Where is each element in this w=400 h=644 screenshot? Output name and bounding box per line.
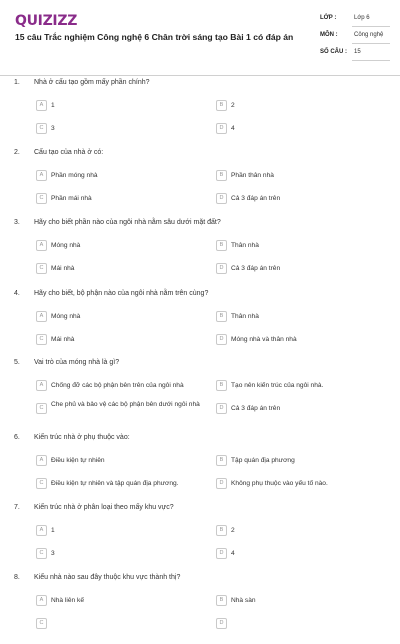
option-text: Mái nhà — [51, 265, 75, 272]
option-letter-box: C — [36, 618, 47, 629]
option-text: Điều kiện tự nhiên — [51, 457, 105, 464]
answer-option-c[interactable] — [36, 193, 211, 205]
answer-option-d[interactable] — [216, 548, 391, 560]
option-letter-box: C — [36, 263, 47, 274]
option-letter-box: A — [36, 240, 47, 251]
option-letter-box: B — [216, 380, 227, 391]
question-number: 7. — [14, 504, 20, 511]
question-8 — [0, 574, 400, 644]
answer-option-d[interactable] — [216, 618, 391, 630]
question-text: Hãy cho biết, bộ phận nào của ngôi nhà nằm trên cùng? — [34, 290, 209, 297]
option-text: Phần mái nhà — [51, 195, 92, 202]
option-letter-box: B — [216, 311, 227, 322]
worksheet-title: 15 câu Trắc nghiệm Công nghệ 6 Chân trời sáng tạo Bài 1 có đáp án — [15, 32, 294, 42]
question-4 — [0, 290, 400, 360]
question-text: Cấu tạo của nhà ở có: — [34, 149, 104, 156]
option-text: 2 — [231, 102, 235, 109]
answer-option-c[interactable] — [36, 263, 211, 275]
option-text: Thân nhà — [231, 313, 259, 320]
option-text: Nhà liên kế — [51, 597, 84, 604]
answer-option-a[interactable] — [36, 455, 211, 467]
question-number: 5. — [14, 359, 20, 366]
question-number: 6. — [14, 434, 20, 441]
answer-option-a[interactable] — [36, 595, 211, 607]
option-letter-box: A — [36, 170, 47, 181]
option-letter-box: A — [36, 525, 47, 536]
answer-option-d[interactable] — [216, 403, 391, 415]
option-text: 4 — [231, 125, 235, 132]
option-letter-box: D — [216, 263, 227, 274]
answer-option-d[interactable] — [216, 263, 391, 275]
answer-option-c[interactable] — [36, 403, 211, 415]
meta-class-label: LỚP : — [320, 15, 337, 21]
option-letter-box: B — [216, 525, 227, 536]
option-letter-box: D — [216, 403, 227, 414]
option-text: Móng nhà — [51, 313, 81, 320]
answer-option-b[interactable] — [216, 525, 391, 537]
answer-option-b[interactable] — [216, 311, 391, 323]
answer-option-b[interactable] — [216, 380, 391, 392]
answer-option-a[interactable] — [36, 311, 211, 323]
question-number: 4. — [14, 290, 20, 297]
answer-option-c[interactable] — [36, 334, 211, 346]
option-text: Mái nhà — [51, 336, 75, 343]
meta-subject-label: MÔN : — [320, 32, 338, 38]
option-text: Nhà sàn — [231, 597, 256, 604]
worksheet-meta — [314, 11, 390, 65]
option-text: Điều kiện tự nhiên và tập quán địa phương. — [51, 480, 179, 487]
answer-option-a[interactable] — [36, 525, 211, 537]
meta-class-row — [314, 11, 390, 25]
question-5 — [0, 359, 400, 429]
answer-option-d[interactable] — [216, 478, 391, 490]
option-text: Cả 3 đáp án trên — [231, 195, 281, 202]
option-text: Che phủ và bảo vệ các bộ phận bên dưới ngôi nhà — [51, 401, 200, 408]
option-letter-box: D — [216, 618, 227, 629]
question-text: Kiến trúc nhà ở phân loại theo mấy khu vực? — [34, 504, 174, 511]
meta-subject-value: Công nghệ — [354, 32, 384, 38]
answer-option-a[interactable] — [36, 100, 211, 112]
meta-divider — [352, 43, 390, 44]
option-letter-box: C — [36, 548, 47, 559]
option-text: Móng nhà và thân nhà — [231, 336, 297, 343]
question-number: 1. — [14, 79, 20, 86]
option-letter-box: C — [36, 193, 47, 204]
answer-option-a[interactable] — [36, 240, 211, 252]
meta-divider — [352, 26, 390, 27]
question-6 — [0, 434, 400, 504]
question-text: Kiến trúc nhà ở phụ thuộc vào: — [34, 434, 130, 441]
worksheet-header — [0, 0, 400, 76]
answer-option-c[interactable] — [36, 618, 211, 630]
option-letter-box: A — [36, 380, 47, 391]
option-letter-box: D — [216, 334, 227, 345]
question-number: 3. — [14, 219, 20, 226]
option-letter-box: C — [36, 403, 47, 414]
option-text: Thân nhà — [231, 242, 259, 249]
question-text: Kiểu nhà nào sau đây thuộc khu vực thành thị? — [34, 574, 181, 581]
question-1 — [0, 79, 400, 149]
option-text: Móng nhà — [51, 242, 81, 249]
option-letter-box: C — [36, 123, 47, 134]
option-text: 2 — [231, 527, 235, 534]
meta-count-label: SỐ CÂU : — [320, 49, 347, 55]
question-7 — [0, 504, 400, 574]
question-number: 2. — [14, 149, 20, 156]
option-text: Phần thân nhà — [231, 172, 274, 179]
option-letter-box: D — [216, 123, 227, 134]
question-2 — [0, 149, 400, 219]
option-text: Tập quán địa phương — [231, 457, 295, 464]
option-letter-box: B — [216, 595, 227, 606]
option-letter-box: B — [216, 240, 227, 251]
answer-option-b[interactable] — [216, 100, 391, 112]
answer-option-b[interactable] — [216, 455, 391, 467]
option-letter-box: D — [216, 548, 227, 559]
meta-subject-row — [314, 28, 390, 42]
option-text: 1 — [51, 102, 55, 109]
option-text: Cả 3 đáp án trên — [231, 265, 281, 272]
question-number: 8. — [14, 574, 20, 581]
answer-option-d[interactable] — [216, 334, 391, 346]
answer-option-a[interactable] — [36, 380, 211, 392]
option-text: 1 — [51, 527, 55, 534]
question-text: Hãy cho biết phần nào của ngôi nhà nằm sâu dưới mặt đất? — [34, 219, 221, 226]
answer-option-b[interactable] — [216, 240, 391, 252]
question-text: Vai trò của móng nhà là gì? — [34, 359, 120, 366]
option-letter-box: B — [216, 455, 227, 466]
option-letter-box: C — [36, 478, 47, 489]
option-letter-box: D — [216, 478, 227, 489]
option-letter-box: B — [216, 170, 227, 181]
option-text: 3 — [51, 125, 55, 132]
meta-count-value: 15 — [354, 49, 361, 55]
option-letter-box: A — [36, 595, 47, 606]
option-letter-box: D — [216, 193, 227, 204]
option-text: 4 — [231, 550, 235, 557]
option-text: Tạo nên kiến trúc của ngôi nhà. — [231, 382, 324, 389]
meta-divider — [352, 60, 390, 61]
answer-option-c[interactable] — [36, 478, 211, 490]
answer-option-a[interactable] — [36, 170, 211, 182]
option-text: 3 — [51, 550, 55, 557]
question-3 — [0, 219, 400, 289]
option-text: Phần móng nhà — [51, 172, 98, 179]
option-letter-box: C — [36, 334, 47, 345]
answer-option-b[interactable] — [216, 170, 391, 182]
meta-class-value: Lớp 6 — [354, 15, 370, 21]
quizizz-logo: QUIZIZZ — [15, 13, 78, 29]
option-text: Chống đỡ các bộ phận bên trên của ngôi nhà — [51, 382, 184, 389]
option-letter-box: B — [216, 100, 227, 111]
answer-option-b[interactable] — [216, 595, 391, 607]
meta-count-row — [314, 45, 390, 59]
answer-option-c[interactable] — [36, 123, 211, 135]
option-text: Không phụ thuộc vào yếu tố nào. — [231, 480, 328, 487]
option-letter-box: A — [36, 100, 47, 111]
answer-option-c[interactable] — [36, 548, 211, 560]
option-text: Cả 3 đáp án trên — [231, 405, 281, 412]
question-text: Nhà ở cấu tạo gồm mấy phần chính? — [34, 79, 150, 86]
answer-option-d[interactable] — [216, 123, 391, 135]
answer-option-d[interactable] — [216, 193, 391, 205]
option-letter-box: A — [36, 311, 47, 322]
option-letter-box: A — [36, 455, 47, 466]
